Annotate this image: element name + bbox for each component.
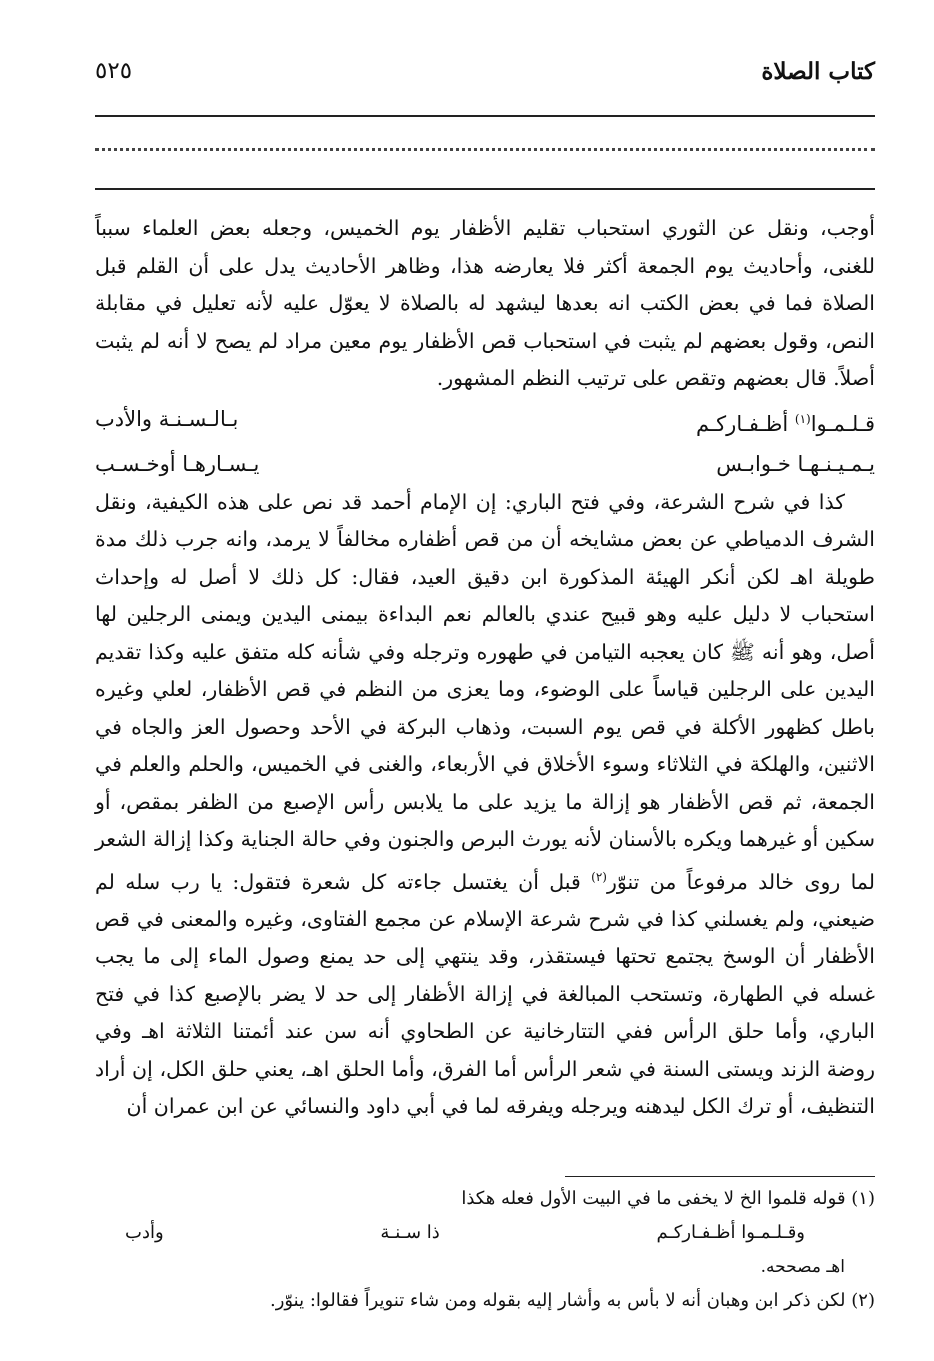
footnote-1-signoff: اهـ مصححه. — [760, 1257, 845, 1277]
verse-line-1 — [95, 401, 875, 444]
verse-line-2 — [95, 446, 875, 484]
main-text — [95, 210, 875, 1126]
verse-2-left: يـسـارهـا أوخـسـب — [95, 452, 260, 476]
dotted-separator — [95, 148, 875, 171]
footnote-1: (١) قوله قلموا الخ لا يخفى ما في البيت الأول فعله هكذا — [461, 1188, 875, 1209]
paragraph-2: كذا في شرح الشرعة، وفي فتح الباري: إن الإمام أحمد قد نص على هذه الكيفية، ونقل الشرف الدمياطي عن بعض مشايخه أن من قص أظفاره مخالفاً لا يرمد، وانه جرب ذلك مدة طويلة اهـ لكن أنكر الهيئة المذكورة ابن دقيق العيد، فقال: كل ذلك لا أصل له وإحداث استحباب لا دليل عليه وهو قبيح عندي بالعالم نعم البداءة بيمنى اليدين ويمنى الرجلين لها أصل، وهو أنه ﷺ كان يعجبه التيامن في طهوره وترجله وفي شأنه كله متفق عليه وكذا تقديم اليدين على الرجلين قياساً على الوضوء، وما يعزى من النظم في قص الأظفار، لعلي وغيره باطل كظهور الأكلة في قص يوم السبت، وذهاب البركة في الأحد وحصول العز والجاه في الاثنين، والهلكة في الثلاثاء وسوء الأخلاق في الأربعاء، والغنى في الخميس، والحلم والعلم في الجمعة، ثم قص الأظفار هو إزالة ما يزيد على ما يلابس رأس الإصبع من الظفر بمقص، أو سكين أو غيرهما ويكره بالأسنان لأنه يورث البرص والجنون وفي حالة الجناية وكذا إزالة الشعر لما روى خالد مرفوعاً من تنوّر$^{(٢)}$ قبل أن يغتسل جاءته كل شعرة فتقول: يا رب سله لم ضيعني، ولم يغسلني كذا في شرح شرعة الإسلام عن مجمع الفتاوى، وغيره والمعنى في قص الأظفار أن الوسخ يجتمع تحتها فيستقذر، وقد ينتهي إلى حد يمنع وصول الماء إلى ما يجب غسله في الطهارة، وتستحب المبالغة في إزالة الأظفار إلى حد لا يضر بالإصبع كذا في فتح الباري، وأما حلق الرأس ففي التتارخانية عن الطحاوي أنه سن عند أئمتنا الثلاثة اهـ وفي روضة الزند ويستى السنة في شعر الرأس أما الفرق، وأما الحلق اهـ، يعني حلق الكل، إن أراد التنظيف، أو ترك الكل ليدهنه ويرجله ويفرقه لما في أبي داود والنسائي عن ابن عمران أن — [95, 489, 875, 1119]
paragraph-1: أوجب، ونقل عن الثوري استحباب تقليم الأظفار يوم الخميس، وجعله بعض العلماء سبباً للغنى، وأحاديث يوم الجمعة أكثر فلا يعارضه هذا، وظاهر الأحاديث يدل على أن القلم قبل الصلاة فما في بعض الكتب انه بعدها ليشهد له بالصلاة لا يعوّل عليه لأنه تعليل في مقابلة النص، وقول بعضهم لم يثبت في استحباب قص الأظفار يوم معين مراد لم يصح لا أنه لم يثبت أصلاً. قال بعضهم وتقص على ترتيب النظم المشهور. — [95, 216, 875, 390]
verse-2-right: يـمـيـنـهـا خـوابـس — [716, 452, 875, 476]
book-title: كتاب الصلاة — [761, 58, 875, 85]
page-number: ٥٢٥ — [95, 58, 133, 84]
footnote-2: (٢) لكن ذكر ابن وهبان أنه لا بأس به وأشار إليه بقوله ومن شاء تنويراً فقالوا: ينوّر. — [269, 1290, 875, 1311]
header-rule-bottom — [95, 188, 875, 190]
book-page — [95, 0, 875, 1361]
verse-1-left: بـالـسـنـة والأدب — [95, 406, 239, 431]
footnote-separator — [565, 1176, 875, 1177]
footnotes — [95, 1182, 875, 1318]
page-header — [95, 58, 875, 98]
verse-1-right: قـلـمـوا$^{(١)}$ أظـفـاركـم — [696, 411, 875, 436]
footnote-1-verse: وقـلـمـوا أظـفـاركـم ذا سـنـة وأدب — [125, 1222, 805, 1243]
header-rule-top — [95, 115, 875, 117]
